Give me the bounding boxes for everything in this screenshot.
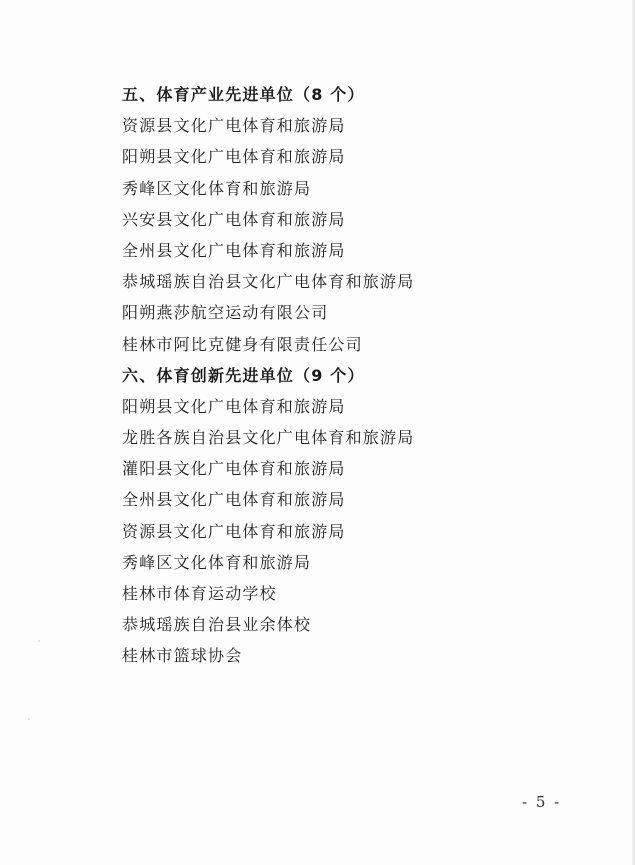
list-item: 桂林市篮球协会	[122, 646, 243, 666]
list-item: 桂林市阿比克健身有限责任公司	[122, 334, 363, 354]
list-item: 恭城瑶族自治县业余体校	[122, 615, 312, 635]
list-item: 资源县文化广电体育和旅游局	[122, 521, 346, 541]
list-item: 资源县文化广电体育和旅游局	[122, 116, 346, 136]
list-item: 兴安县文化广电体育和旅游局	[122, 209, 346, 229]
document-body	[122, 79, 582, 672]
scan-speck	[28, 718, 30, 720]
scan-speck	[38, 640, 40, 642]
list-item: 全州县文化广电体育和旅游局	[122, 240, 346, 260]
list-item: 阳朔县文化广电体育和旅游局	[122, 396, 346, 416]
list-item: 阳朔县文化广电体育和旅游局	[122, 147, 346, 167]
list-item: 秀峰区文化体育和旅游局	[122, 552, 312, 572]
list-item: 阳朔燕莎航空运动有限公司	[122, 303, 329, 323]
list-item: 秀峰区文化体育和旅游局	[122, 178, 312, 198]
list-item: 恭城瑶族自治县文化广电体育和旅游局	[122, 272, 415, 292]
page-number: - 5 -	[522, 793, 562, 811]
list-item: 全州县文化广电体育和旅游局	[122, 490, 346, 510]
section-heading-innovation: 六、体育创新先进单位（9 个）	[122, 365, 365, 385]
list-item: 龙胜各族自治县文化广电体育和旅游局	[122, 428, 415, 448]
section-heading-industry: 五、体育产业先进单位（8 个）	[122, 85, 365, 104]
list-item: 桂林市体育运动学校	[122, 584, 277, 603]
list-item: 灌阳县文化广电体育和旅游局	[122, 459, 346, 479]
